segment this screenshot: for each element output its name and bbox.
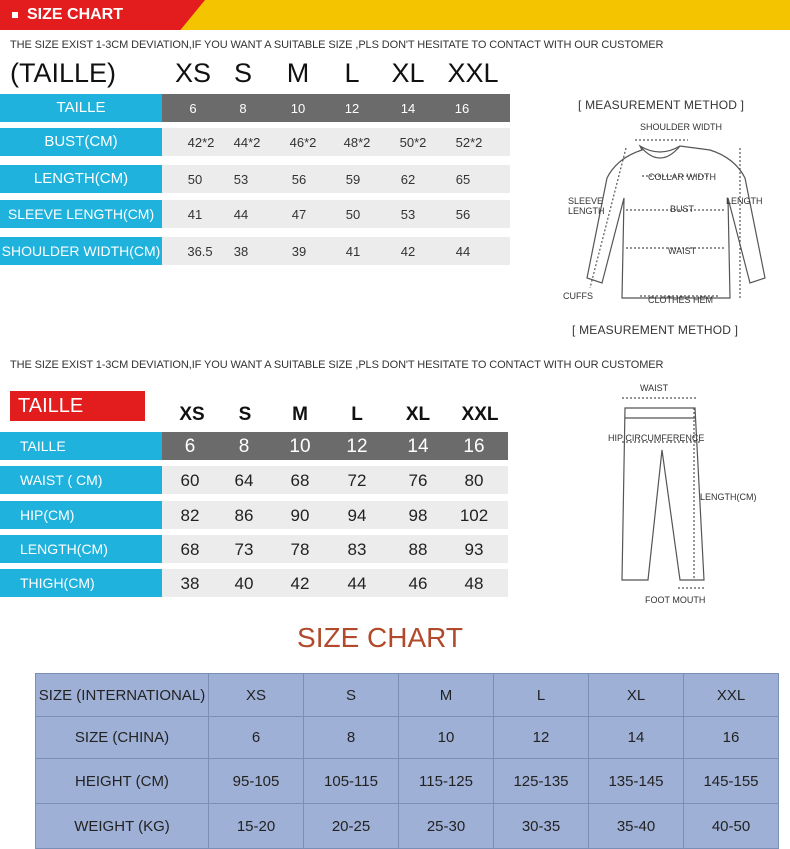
top-cell: 16 <box>454 101 470 116</box>
top-cell: 42*2 <box>187 135 215 150</box>
top-cell: 50*2 <box>399 135 427 150</box>
top-size-header: XS <box>174 58 212 88</box>
table-cell: M <box>399 674 494 717</box>
table-cell: 135-145 <box>589 759 684 804</box>
table-cell: 6 <box>209 717 304 759</box>
pants-size-header: M <box>292 404 308 425</box>
top-cell: 39 <box>291 244 307 259</box>
top-cell: 41 <box>345 244 361 259</box>
pants-size-header: XL <box>405 404 431 425</box>
top-table-heading: (TAILLE) <box>10 58 117 88</box>
pants-cell: 44 <box>347 574 367 593</box>
table-cell: 95-105 <box>209 759 304 804</box>
size-chart-title: SIZE CHART <box>297 622 463 653</box>
pants-cell: 88 <box>408 540 428 559</box>
waist-label: WAIST <box>668 246 697 256</box>
top-cell: 10 <box>290 101 306 116</box>
table-cell: XXL <box>684 674 779 717</box>
pants-cell: 60 <box>180 471 200 490</box>
top-cell: 53 <box>233 172 249 187</box>
table-cell: XL <box>589 674 684 717</box>
pants-cell: 68 <box>290 471 310 490</box>
bullet-icon <box>12 12 18 18</box>
pants-row-label: TAILLE <box>0 432 162 460</box>
pants-cell: 94 <box>347 506 367 525</box>
table-cell: 30-35 <box>494 804 589 849</box>
top-cell: 42 <box>400 244 416 259</box>
table-cell: 16 <box>684 717 779 759</box>
pants-size-header: XS <box>179 404 205 425</box>
hem-label: CLOTHES HEM <box>648 295 714 305</box>
top-size-header: L <box>344 58 360 88</box>
pants-cell: 78 <box>290 540 310 559</box>
top-row-label: BUST(CM) <box>0 128 162 156</box>
pants-cell: 6 <box>184 436 196 457</box>
pants-cell: 72 <box>347 471 367 490</box>
pants-cell: 80 <box>464 471 484 490</box>
table-cell: 20-25 <box>304 804 399 849</box>
row-header: HEIGHT (CM) <box>36 759 209 804</box>
top-row-label: TAILLE <box>0 94 162 122</box>
pants-cell: 86 <box>234 506 254 525</box>
row-header: SIZE (INTERNATIONAL) <box>36 674 209 717</box>
table-cell: XS <box>209 674 304 717</box>
pants-cell: 82 <box>180 506 200 525</box>
top-cell: 53 <box>400 207 416 222</box>
table-row <box>36 717 779 759</box>
top-cell: 50 <box>187 172 203 187</box>
pants-table-heading: TAILLE <box>10 391 145 421</box>
pants-cell: 102 <box>459 506 489 525</box>
top-cell: 12 <box>344 101 360 116</box>
row-header: SIZE (CHINA) <box>36 717 209 759</box>
table-row <box>36 674 779 717</box>
pants-cell: 10 <box>289 436 311 457</box>
top-size-header: S <box>233 58 252 88</box>
table-cell: 12 <box>494 717 589 759</box>
top-size-header: XXL <box>447 58 499 88</box>
cuffs-label: CUFFS <box>563 291 593 301</box>
pants-cell: 64 <box>234 471 254 490</box>
top-cell: 50 <box>345 207 361 222</box>
pants-cell: 14 <box>407 436 429 457</box>
top-cell: 48*2 <box>343 135 371 150</box>
table-cell: 145-155 <box>684 759 779 804</box>
table-cell: 14 <box>589 717 684 759</box>
table-cell: S <box>304 674 399 717</box>
measurement-method-label: [ MEASUREMENT METHOD ] <box>578 98 745 112</box>
pants-cell: 90 <box>290 506 310 525</box>
pants-cell: 42 <box>290 574 310 593</box>
top-cell: 14 <box>400 101 416 116</box>
pants-cell: 38 <box>180 574 200 593</box>
table-cell: 40-50 <box>684 804 779 849</box>
top-cell: 44 <box>233 207 249 222</box>
top-cell: 52*2 <box>455 135 483 150</box>
pants-cell: 12 <box>346 436 368 457</box>
pants-size-header: L <box>351 404 363 425</box>
top-cell: 62 <box>400 172 416 187</box>
table-cell: 10 <box>399 717 494 759</box>
top-cell: 46*2 <box>289 135 317 150</box>
foot-mouth-label: FOOT MOUTH <box>645 595 706 605</box>
pants-row-label: HIP(CM) <box>0 501 162 529</box>
table-cell: 125-135 <box>494 759 589 804</box>
length-label: LENGTH <box>726 196 763 206</box>
pants-row-label: WAIST ( CM) <box>0 466 162 494</box>
top-row-label: SLEEVE LENGTH(CM) <box>0 200 162 228</box>
size-chart-table <box>35 673 779 849</box>
pants-row-label: LENGTH(CM) <box>0 535 162 563</box>
pants-size-header: S <box>238 404 252 425</box>
top-cell: 44*2 <box>233 135 261 150</box>
top-size-header: XL <box>391 58 425 88</box>
banner-title: SIZE CHART <box>27 6 123 23</box>
table-cell: 25-30 <box>399 804 494 849</box>
top-size-header: M <box>286 58 310 88</box>
hip-label: HIP CIRCUMFERENCE <box>608 433 705 443</box>
shoulder-label: SHOULDER WIDTH <box>640 122 723 132</box>
top-cell: 41 <box>187 207 203 222</box>
sleeve-label: SLEEVE LENGTH <box>568 196 605 216</box>
top-cell: 44 <box>455 244 471 259</box>
top-cell: 8 <box>239 101 247 116</box>
pants-cell: 40 <box>234 574 254 593</box>
pants-cell: 73 <box>234 540 254 559</box>
table-cell: 115-125 <box>399 759 494 804</box>
pants-row-label: THIGH(CM) <box>0 569 162 597</box>
table-row <box>36 804 779 849</box>
pants-cell: 68 <box>180 540 200 559</box>
pants-cell: 76 <box>408 471 428 490</box>
bust-label: BUST <box>670 204 695 214</box>
top-cell: 65 <box>455 172 471 187</box>
pants-size-header: XXL <box>461 404 499 425</box>
table-row <box>36 759 779 804</box>
deviation-note: THE SIZE EXIST 1-3CM DEVIATION,IF YOU WANT A SUITABLE SIZE ,PLS DON'T HESITATE TO CONTACT WITH OUR CUSTOMER <box>10 359 664 371</box>
top-cell: 6 <box>189 101 197 116</box>
pants-cell: 98 <box>408 506 428 525</box>
top-cell: 56 <box>291 172 307 187</box>
top-cell: 47 <box>291 207 307 222</box>
pants-cell: 83 <box>347 540 367 559</box>
pants-cell: 16 <box>463 436 485 457</box>
table-cell: 35-40 <box>589 804 684 849</box>
table-cell: 15-20 <box>209 804 304 849</box>
pants-cell: 48 <box>464 574 484 593</box>
pants-cell: 46 <box>408 574 428 593</box>
top-cell: 56 <box>455 207 471 222</box>
pants-length-label: LENGTH(CM) <box>700 492 757 502</box>
table-cell: 8 <box>304 717 399 759</box>
pants-cell: 8 <box>238 436 250 457</box>
top-row-label: SHOULDER WIDTH(CM) <box>0 237 162 265</box>
top-cell: 38 <box>233 244 249 259</box>
top-row-label: LENGTH(CM) <box>0 165 162 193</box>
collar-label: COLLAR WIDTH <box>648 172 717 182</box>
table-cell: L <box>494 674 589 717</box>
top-cell: 59 <box>345 172 361 187</box>
pants-waist-label: WAIST <box>640 383 669 393</box>
deviation-note: THE SIZE EXIST 1-3CM DEVIATION,IF YOU WANT A SUITABLE SIZE ,PLS DON'T HESITATE TO CONTACT WITH OUR CUSTOMER <box>10 39 664 51</box>
pants-cell: 93 <box>464 540 484 559</box>
row-header: WEIGHT (KG) <box>36 804 209 849</box>
top-cell: 36.5 <box>187 244 213 259</box>
table-cell: 105-115 <box>304 759 399 804</box>
measurement-method-label: [ MEASUREMENT METHOD ] <box>572 323 739 337</box>
